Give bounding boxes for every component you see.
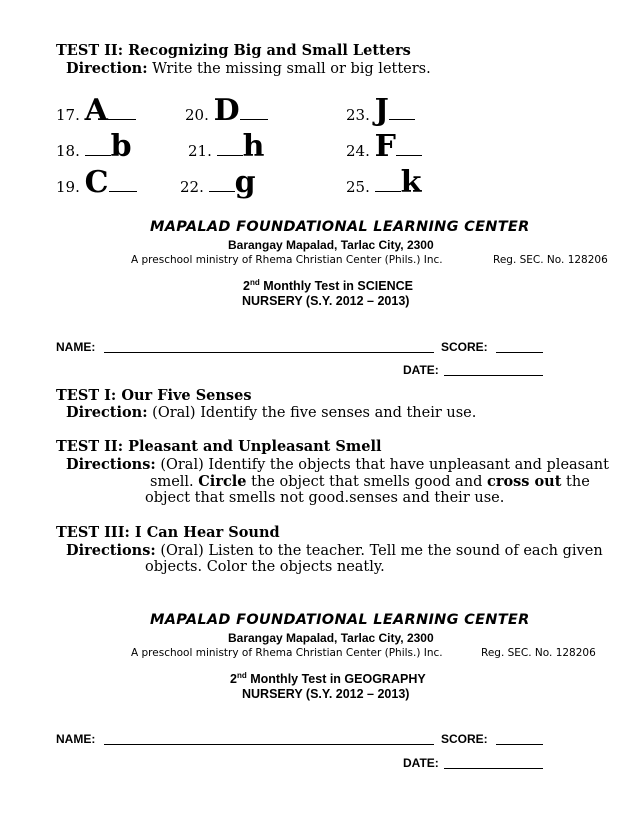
school-address: Barangay Mapalad, Tarlac City, 2300 [228,238,434,252]
letter-item-24[interactable] [346,129,422,164]
section-direction-smell [66,456,609,473]
direction-label: Direction: [66,60,148,77]
answer-blank[interactable] [389,119,415,120]
letter-item-22[interactable] [180,165,256,200]
letter-item-20[interactable] [185,93,268,128]
direction-text: Write the missing small or big letters. [152,61,431,77]
item-number: 24. [346,142,370,160]
test-level: NURSERY (S.Y. 2012 – 2013) [242,294,410,308]
letters-test-title: TEST II: Recognizing Big and Small Letters [56,42,411,59]
score-field[interactable] [496,352,543,353]
item-letter: F [374,129,396,164]
item-number: 23. [346,106,370,124]
section-direction-smell-line2 [150,473,590,490]
direction-label: Directions: [66,456,156,473]
name-field[interactable] [104,352,434,353]
section-direction-smell-line3: object that smells not good.senses and their use. [145,490,505,506]
item-letter: g [234,165,256,200]
test-subject: Monthly Test in SCIENCE [259,279,413,293]
emphasis-cross-out: cross out [487,473,562,490]
test-ordinal-suffix: nd [236,670,247,680]
item-number: 17. [56,106,80,124]
item-letter: A [84,93,108,128]
score-label: SCORE: [441,340,488,354]
direction-text: (Oral) Identify the five senses and their use. [152,405,477,421]
school-address-2: Barangay Mapalad, Tarlac City, 2300 [228,631,434,645]
reg-number: Reg. SEC. No. 128206 [493,254,608,266]
answer-blank[interactable] [209,191,235,192]
date-label: DATE: [403,363,439,377]
item-letter: J [374,93,389,128]
date-field[interactable] [444,375,543,376]
direction-label: Direction: [66,404,148,421]
item-letter: h [242,129,265,164]
direction-text: the [561,474,590,490]
test-name [243,279,413,293]
name-field-2[interactable] [104,744,434,745]
letter-item-25[interactable] [346,165,422,200]
answer-blank[interactable] [240,119,268,120]
item-letter: k [400,165,422,200]
test-ordinal-suffix: nd [249,277,260,287]
school-name: MAPALAD FOUNDATIONAL LEARNING CENTER [150,219,530,235]
section-title-smell: TEST II: Pleasant and Unpleasant Smell [56,438,382,455]
test-name-2 [230,672,426,686]
name-label-2: NAME: [56,732,96,746]
answer-blank[interactable] [108,119,136,120]
section-direction-sound [66,542,603,559]
direction-text: smell. [150,474,199,490]
letter-item-21[interactable] [188,129,265,164]
letters-test-direction [66,60,431,77]
date-label-2: DATE: [403,756,439,770]
item-number: 20. [185,106,209,124]
item-letter: D [213,93,240,128]
section-direction-senses [66,404,476,421]
letter-item-23[interactable] [346,93,415,128]
item-number: 19. [56,178,80,196]
item-letter: b [110,129,132,164]
answer-blank[interactable] [396,155,422,156]
direction-label: Directions: [66,542,156,559]
test-subject: Monthly Test in GEOGRAPHY [246,672,426,686]
score-label-2: SCORE: [441,732,488,746]
name-label: NAME: [56,340,96,354]
section-direction-sound-line2: objects. Color the objects neatly. [145,559,385,575]
item-number: 18. [56,142,80,160]
letter-item-17[interactable] [56,93,136,128]
item-number: 25. [346,178,370,196]
item-number: 21. [188,142,212,160]
answer-blank[interactable] [375,191,401,192]
item-number: 22. [180,178,204,196]
test-level-2: NURSERY (S.Y. 2012 – 2013) [242,687,410,701]
school-ministry-2: A preschool ministry of Rhema Christian Center (Phils.) Inc. [131,647,443,659]
school-ministry: A preschool ministry of Rhema Christian Center (Phils.) Inc. [131,254,443,266]
score-field-2[interactable] [496,744,543,745]
date-field-2[interactable] [444,768,543,769]
item-letter: C [84,165,109,200]
answer-blank[interactable] [109,191,137,192]
letter-item-18[interactable] [56,129,132,164]
emphasis-circle: Circle [198,473,247,490]
test-ordinal: 2 [243,279,250,293]
section-title-senses: TEST I: Our Five Senses [56,387,252,404]
test-ordinal: 2 [230,672,237,686]
direction-text: (Oral) Identify the objects that have unpleasant and pleasant [160,457,609,473]
section-title-sound: TEST III: I Can Hear Sound [56,524,280,541]
answer-blank[interactable] [217,155,243,156]
school-name-2: MAPALAD FOUNDATIONAL LEARNING CENTER [150,612,530,628]
answer-blank[interactable] [85,155,111,156]
letter-item-19[interactable] [56,165,137,200]
direction-text: (Oral) Listen to the teacher. Tell me the sound of each given [160,543,603,559]
reg-number-2: Reg. SEC. No. 128206 [481,647,596,659]
direction-text: the object that smells good and [246,474,487,490]
